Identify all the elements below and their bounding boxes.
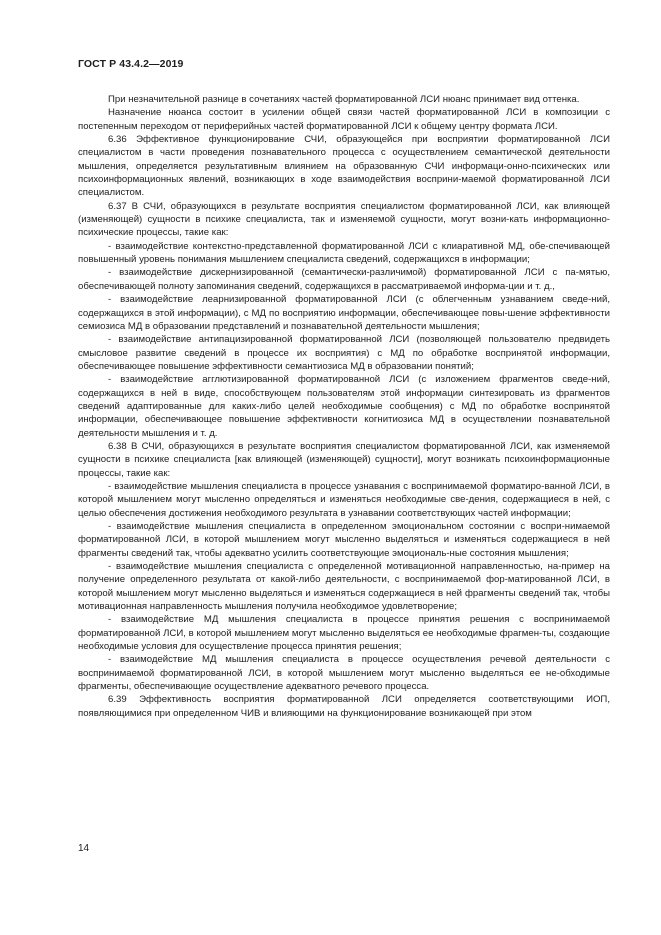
document-header: ГОСТ Р 43.4.2—2019	[78, 58, 184, 70]
list-item: - взаимодействие дискернизированной (семантически-различимой) форматированной ЛСИ с па-мятью, обеспечивающей полноту запоминания сведений, содержащихся в рассматриваемой информа-ции и т. д.,	[78, 267, 610, 292]
list-item: - взаимодействие мышления специалиста с определенной мотивационной направленностью, на-пример на получение определенного результата от какой-либо деятельности, с воспринимаемой фор-матированной ЛСИ, в которой мышлением могут мысленно выделяться и изменяться содержащиеся в ней фрагменты сведений так, чтобы мотивационная направленность мышления получила необходимое удовлетворение;	[78, 561, 610, 613]
paragraph: 6.37 В СЧИ, образующихся в результате восприятия специалистом форматированной ЛСИ, как влияющей (изменяющей) сущности в психике специалиста, так и изменяемой сущности, могут возни-кать информационно-психические процессы, такие как:	[78, 200, 610, 239]
document-body	[78, 93, 610, 720]
list-item: - взаимодействие МД мышления специалиста в процессе принятия решения с воспринимаемой форматированной ЛСИ, в которой мышлением могут мысленно выделяться ее необходимые фрагмен-ты, создающие необходимые условия для осуществление процесса принятия решения;	[78, 614, 610, 653]
list-item: - взаимодействие агглютизированной форматированной ЛСИ (с изложением фрагментов сведе-ний, содержащихся в ней в виде, способствующем пользователям этой информации синтезировать из фрагментов сведений адаптированные для каких-либо целей необходимые сообщения) с МД по обработке воспринятой информации, обеспечивающее повышение эффективности когнитиозиса МД в осуществлении познавательной деятельности мышления и т. д.	[78, 374, 610, 439]
list-item: - взаимодействие мышления специалиста в процессе узнавания с воспринимаемой форматиро-ванной ЛСИ, в которой мышлением могут мысленно определяться и изменяться необходимые све-дения, содержащиеся в ней, с целью обеспечения достижения необходимого результата в узнавании соответствующих частей информации;	[78, 480, 610, 519]
list-item: - взаимодействие леарнизированной форматированной ЛСИ (с облегченным узнаванием сведе-ний, содержащихся в этой информации), с МД по восприятию информации, обеспечивающее повы-шение эффективности семиозиса МД в образовании представлений и познавательной деятельности мышления;	[78, 294, 610, 332]
paragraph: Назначение нюанса состоит в усилении общей связи частей форматированной ЛСИ в композиции с постепенным переходом от периферийных частей форматированной ЛСИ к общему центру формата ЛСИ.	[78, 107, 610, 132]
page-number: 14	[78, 843, 90, 854]
list-item: - взаимодействие антипацизированной форматированной ЛСИ (позволяющей пользователю предвидеть смысловое развитие сведений в процессе их восприятия) с МД по обработке воспринятой информации, обеспечивающее повышение эффективности семантиозиса МД в образовании понятий;	[78, 334, 610, 372]
paragraph: 6.36 Эффективное функционирование СЧИ, образующейся при восприятии форматированной ЛСИ специалистом в части проведения познавательного процесса с осуществлением семантической деятельности мышления, определяется результативным влиянием на образованную СЧИ информаци-онно-психических или психоинформационных явлений, возникающих в ходе взаимодействия восприни-маемой форматированной ЛСИ специалистом.	[78, 134, 610, 199]
paragraph: 6.38 В СЧИ, образующихся в результате восприятия специалистом форматированной ЛСИ, как изменяемой сущности в психике специалиста [как влияющей (изменяющей) сущности], могут возникать психоинформационные процессы, такие как:	[78, 440, 610, 479]
list-item: - взаимодействие мышления специалиста в определенном эмоциональном состоянии с воспри-нимаемой форматированной ЛСИ, в которой мышлением могут мысленно выделяться и изменяться содержащиеся в ней фрагменты сведений так, чтобы адекватно усилить соответствующие эмоциональ-ные состояния мышления;	[78, 521, 610, 559]
list-item: - взаимодействие МД мышления специалиста в процессе осуществления речевой деятельности с воспринимаемой форматированной ЛСИ, в которой мышлением могут мысленно выделяться ее не-обходимые фрагменты, обеспечивающие осуществление адекватного речевого процесса.	[78, 654, 610, 693]
paragraph: 6.39 Эффективность восприятия форматированной ЛСИ определяется соответствующими ИОП, появляющимися при определенном ЧИВ и влияющими на функционирование возникающей при этом	[78, 694, 610, 719]
paragraph: При незначительной разнице в сочетаниях частей форматированной ЛСИ нюанс принимает вид оттенка.	[108, 94, 580, 105]
list-item: - взаимодействие контекстно-представленной форматированной ЛСИ с клиаративной МД, обе-спечивающей повышенный уровень понимания мышлением специалиста сведений, содержащихся в информации;	[78, 240, 610, 266]
